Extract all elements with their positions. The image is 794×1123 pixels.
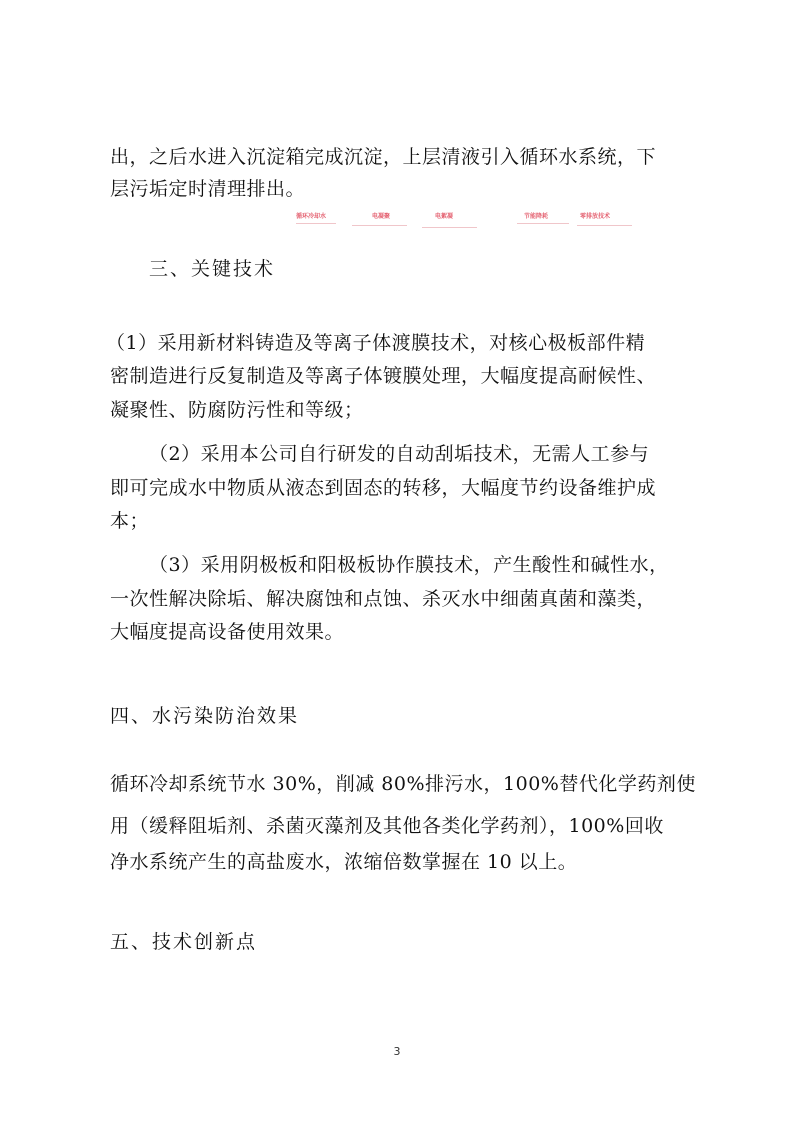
paragraph-line: 大幅度提高设备使用效果。 <box>110 621 345 643</box>
paragraph-line: 凝聚性、防腐防污性和等级； <box>110 399 364 421</box>
watermark-label: 零排放技术 <box>580 213 611 220</box>
paragraph-line: 用（缓释阻垢剂、杀菌灭藻剂及其他各类化学药剂），100%回收 <box>110 815 664 837</box>
paragraph-line: （3）采用阴极板和阳极板协作膜技术，产生酸性和碱性水， <box>149 554 669 576</box>
paragraph-line: 本； <box>110 510 150 532</box>
watermark-label: 节能降耗 <box>524 213 549 220</box>
paragraph-line: 出，之后水进入沉淀箱完成沉淀，上层清液引入循环水系统，下 <box>110 146 657 168</box>
paragraph-line: 即可完成水中物质从液态到固态的转移，大幅度节约设备维护成 <box>110 477 657 499</box>
watermark-underline <box>296 223 336 224</box>
paragraph-line: 层污垢定时清理排出。 <box>110 178 306 200</box>
paragraph-line: （1）采用新材料铸造及等离子体渡膜技术，对核心极板部件精 <box>106 332 646 354</box>
watermark-label: 电絮凝 <box>435 213 454 220</box>
paragraph-line: 循环冷却系统节水 30%，削减 80%排污水，100%替代化学药剂使 <box>110 773 696 795</box>
paragraph-line: （2）采用本公司自行研发的自动刮垢技术，无需人工参与 <box>149 443 650 465</box>
section-heading: 五、技术创新点 <box>110 931 258 953</box>
paragraph-line: 一次性解决除垢、解决腐蚀和点蚀、杀灭水中细菌真菌和藻类， <box>110 588 657 610</box>
paragraph-line: 净水系统产生的高盐废水，浓缩倍数掌握在 10 以上。 <box>110 851 578 873</box>
watermark-underline <box>352 225 407 226</box>
watermark-underline <box>517 223 569 224</box>
watermark-strip <box>292 207 637 233</box>
section-heading: 三、关键技术 <box>149 258 276 280</box>
watermark-underline <box>577 225 632 226</box>
page-number: 3 <box>393 1045 401 1058</box>
watermark-label: 电凝聚 <box>372 213 391 220</box>
section-heading: 四、水污染防治效果 <box>110 705 300 727</box>
watermark-label: 循环冷却水 <box>296 213 327 220</box>
watermark-underline <box>422 227 477 228</box>
paragraph-line: 密制造进行反复制造及等离子体镀膜处理，大幅度提高耐候性、 <box>110 365 657 387</box>
